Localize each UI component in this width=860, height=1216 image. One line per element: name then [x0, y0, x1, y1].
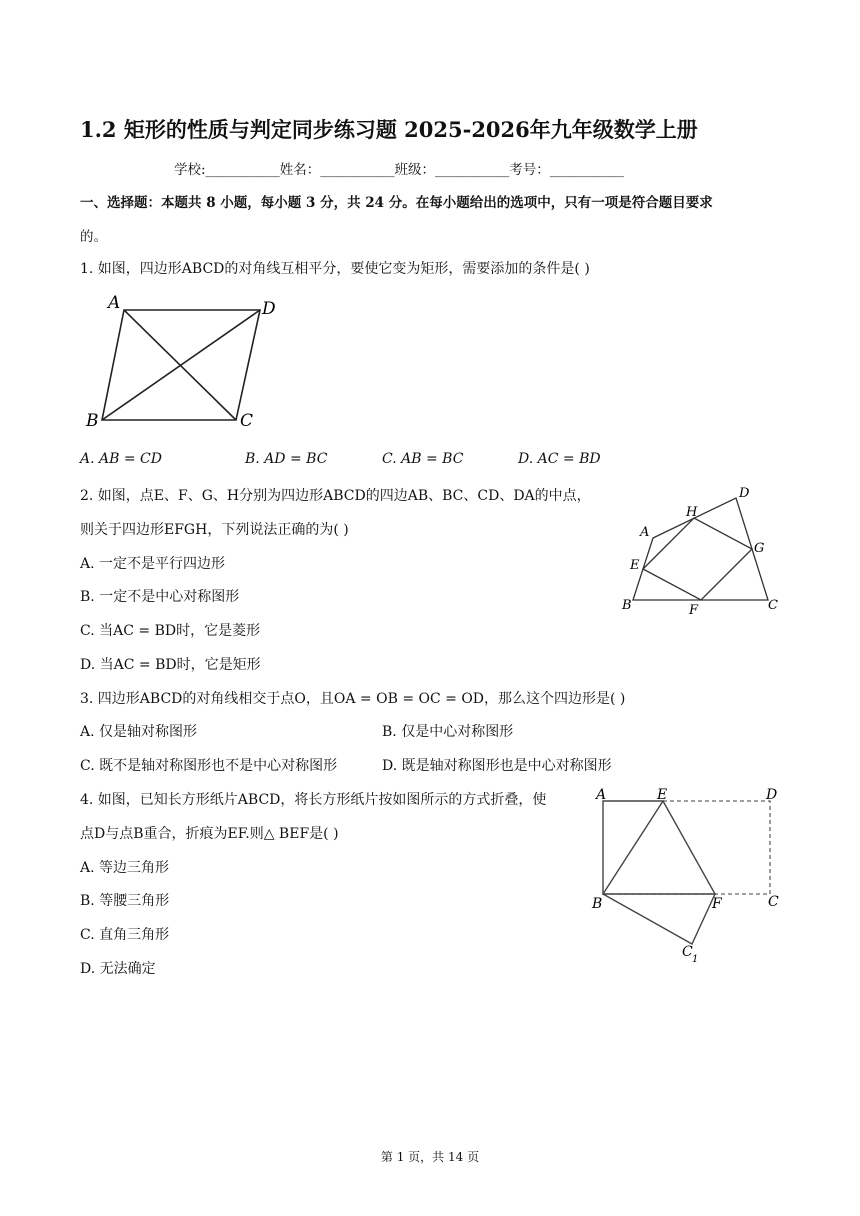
- q2-option-b: B. 一定不是中心对称图形: [80, 589, 240, 605]
- q2-label-c: C: [768, 598, 778, 613]
- q4-label-b: B: [592, 896, 603, 912]
- question-4-line1: 4. 如图，已知长方形纸片ABCD，将长方形纸片按如图所示的方式折叠，使: [80, 792, 547, 808]
- q1-figure: [84, 294, 284, 434]
- q2-label-d: D: [739, 486, 750, 501]
- page-title: 1.2 矩形的性质与判定同步练习题 2025-2026年九年级数学上册: [80, 117, 698, 142]
- q4-label-e: E: [657, 787, 668, 803]
- q4-label-c1: C: [682, 944, 693, 960]
- q3-option-c: C. 既不是轴对称图形也不是中心对称图形: [80, 758, 338, 774]
- q2-label-h: H: [686, 505, 698, 520]
- q4-option-c: C. 直角三角形: [80, 927, 170, 943]
- question-2-line2: 则关于四边形EFGH，下列说法正确的为( ): [80, 522, 349, 538]
- q1-option-b: B. AD = BC: [245, 451, 328, 467]
- q1-option-a: A. AB = CD: [80, 451, 162, 467]
- q4-label-a: A: [596, 787, 607, 803]
- question-3-text: 3. 四边形ABCD的对角线相交于点O，且OA = OB = OC = OD，那么这个四边形是( ): [80, 691, 626, 707]
- q2-option-c: C. 当AC = BD时，它是菱形: [80, 623, 261, 639]
- q1-label-b: B: [86, 411, 99, 431]
- q1-option-d: D. AC = BD: [518, 451, 601, 467]
- q3-option-d: D. 既是轴对称图形也是中心对称图形: [382, 758, 612, 774]
- q2-option-a: A. 一定不是平行四边形: [80, 556, 226, 572]
- q3-option-b: B. 仅是中心对称图形: [382, 724, 514, 740]
- q2-option-d: D. 当AC = BD时，它是矩形: [80, 657, 261, 673]
- q1-label-c: C: [240, 411, 254, 431]
- q2-label-b: B: [622, 598, 632, 613]
- student-info-line: 学校:___________姓名：___________班级：___________考号：___________: [174, 162, 625, 178]
- q4-option-b: B. 等腰三角形: [80, 893, 170, 909]
- q4-option-a: A. 等边三角形: [80, 860, 170, 876]
- q1-label-d: D: [262, 299, 276, 319]
- q1-label-a: A: [108, 294, 121, 313]
- page-footer: 第 1 页，共 14 页: [380, 1150, 480, 1164]
- q2-label-g: G: [754, 541, 765, 556]
- q4-label-f: F: [712, 896, 722, 912]
- q4-figure: [588, 784, 788, 970]
- q4-label-d: D: [766, 787, 778, 803]
- q4-label-c: C: [768, 894, 779, 910]
- q1-option-c: C. AB = BC: [382, 451, 464, 467]
- q3-option-a: A. 仅是轴对称图形: [80, 724, 198, 740]
- q2-label-e: E: [630, 558, 640, 573]
- q2-label-f: F: [689, 603, 699, 618]
- section-heading-cont: 的。: [80, 229, 107, 245]
- q2-label-a: A: [640, 525, 650, 540]
- question-4-line2: 点D与点B重合，折痕为EF.则△ BEF是( ): [80, 826, 339, 842]
- q4-option-d: D. 无法确定: [80, 961, 156, 977]
- q2-figure: [618, 484, 788, 620]
- q4-label-c1-subscript: 1: [692, 954, 699, 965]
- question-1-text: 1. 如图，四边形ABCD的对角线互相平分，要使它变为矩形，需要添加的条件是( ): [80, 261, 590, 277]
- question-2-line1: 2. 如图，点E、F、G、H分别为四边形ABCD的四边AB、BC、CD、DA的中点，: [80, 488, 591, 504]
- section-heading: 一、选择题：本题共 8 小题，每小题 3 分，共 24 分。在每小题给出的选项中，只有一项是符合题目要求: [80, 195, 713, 211]
